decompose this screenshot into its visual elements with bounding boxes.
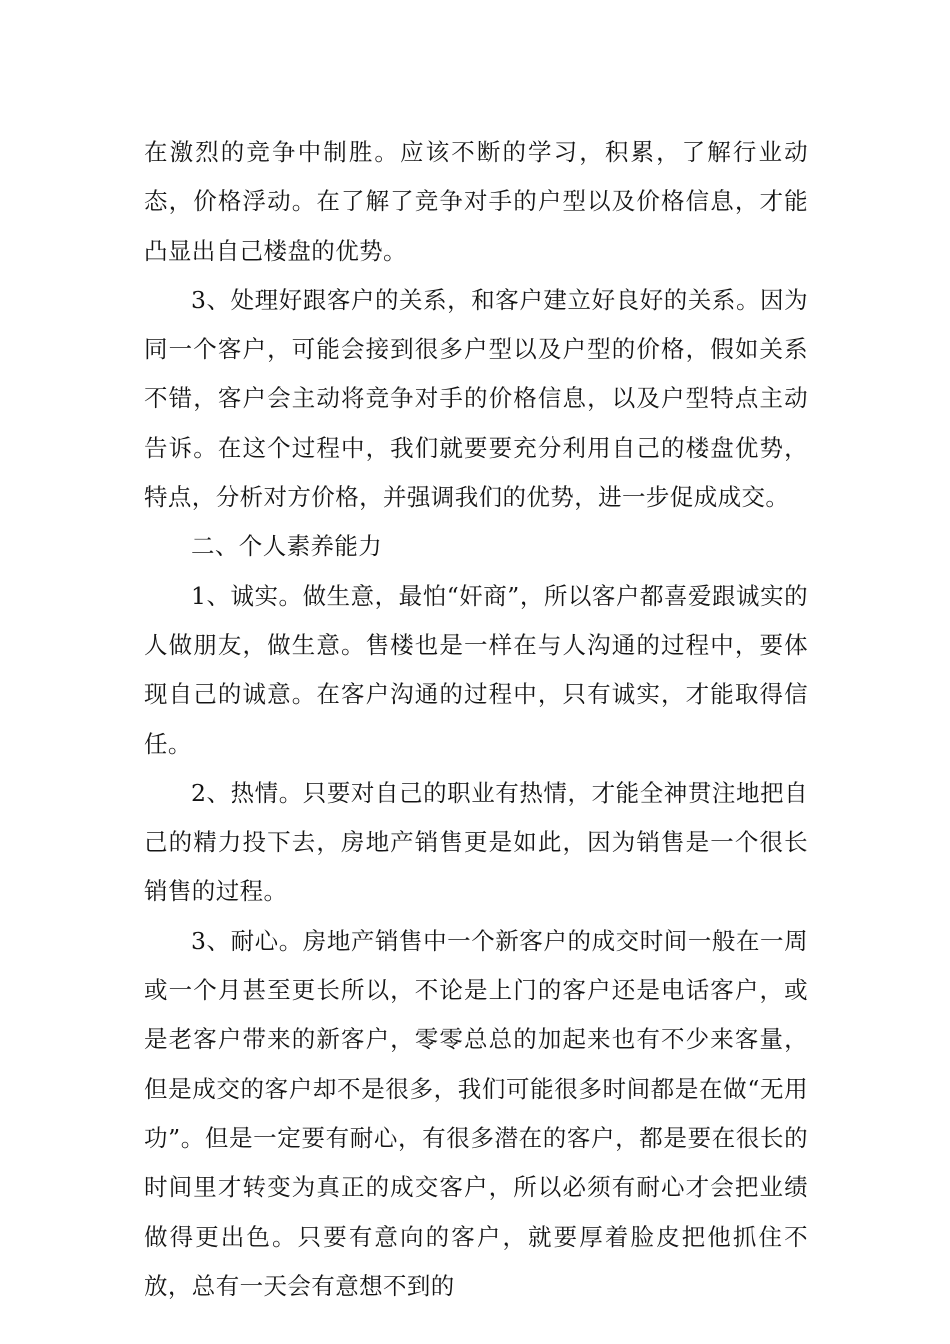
paragraph-patience: 3、耐心。房地产销售中一个新客户的成交时间一般在一周或一个月甚至更长所以，不论是上门的客户还是电话客户，或是老客户带来的新客户，零零总总的加起来也有不少来客量，但是成交的客户却不是很多，我们可能很多时间都是在做“无用功”。但是一定要有耐心，有很多潜在的客户，都是要在很长的时间里才转变为真正的成交客户，所以必须有耐心才会把业绩做得更出色。只要有意向的客户，就要厚着脸皮把他抓住不放，总有一天会有意想不到的 [144, 926, 808, 1300]
paragraph-honesty: 1、诚实。做生意，最怕“奸商”，所以客户都喜爱跟诚实的人做朋友，做生意。售楼也是一样在与人沟通的过程中，要体现自己的诚意。在客户沟通的过程中，只有诚实，才能取得信任。 [144, 581, 808, 758]
paragraph-customer-relations: 3、处理好跟客户的关系，和客户建立好良好的关系。因为同一个客户，可能会接到很多户型以及户型的价格，假如关系不错，客户会主动将竞争对手的价格信息，以及户型特点主动告诉。在这个过程中，我们就要要充分利用自己的楼盘优势，特点，分析对方价格，并强调我们的优势，进一步促成成交。 [144, 285, 808, 512]
paragraph-enthusiasm: 2、热情。只要对自己的职业有热情，才能全神贯注地把自己的精力投下去，房地产销售更是如此，因为销售是一个很长销售的过程。 [144, 778, 808, 906]
paragraph-continued: 在激烈的竞争中制胜。应该不断的学习，积累，了解行业动态，价格浮动。在了解了竞争对手的户型以及价格信息，才能凸显出自己楼盘的优势。 [144, 138, 808, 265]
section-heading-personal-qualities: 二、个人素养能力 [191, 532, 383, 561]
document-body [144, 128, 808, 1311]
